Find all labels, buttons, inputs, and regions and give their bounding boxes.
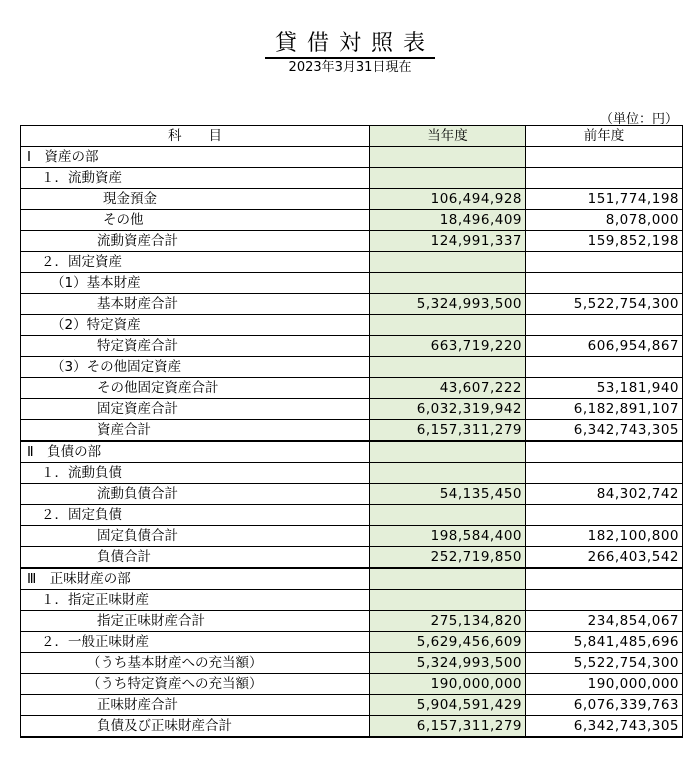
row-label: 負債及び正味財産合計 [21,716,370,738]
current-year-value: 18,496,409 [370,210,526,231]
previous-year-value: 5,841,485,696 [526,632,683,653]
table-row [21,611,683,632]
current-year-value [370,441,526,463]
previous-year-value: 8,078,000 [526,210,683,231]
row-label: （うち基本財産への充当額） [21,653,370,674]
table-row [21,294,683,315]
table-row [21,484,683,505]
table-row [21,632,683,653]
previous-year-value: 606,954,867 [526,336,683,357]
table-row [21,357,683,378]
current-year-value [370,252,526,273]
table-row [21,210,683,231]
document-date: 2023年3月31日現在 [288,60,412,75]
previous-year-value [526,273,683,294]
current-year-value: 6,032,319,942 [370,399,526,420]
table-body [21,147,683,738]
current-year-value [370,505,526,526]
current-year-value: 190,000,000 [370,674,526,695]
previous-year-value: 159,852,198 [526,231,683,252]
previous-year-value: 234,854,067 [526,611,683,632]
row-label: 資産合計 [21,420,370,442]
previous-year-value: 182,100,800 [526,526,683,547]
current-year-value [370,463,526,484]
row-label: その他 [21,210,370,231]
row-label: その他固定資産合計 [21,378,370,399]
table-row [21,568,683,590]
table-row [21,147,683,168]
current-year-value: 252,719,850 [370,547,526,569]
previous-year-value [526,505,683,526]
previous-year-value [526,590,683,611]
table-row [21,273,683,294]
current-year-value [370,147,526,168]
table-row [21,674,683,695]
previous-year-value [526,441,683,463]
row-label: 指定正味財産合計 [21,611,370,632]
previous-year-value: 266,403,542 [526,547,683,569]
table-row [21,420,683,442]
row-label: １．流動資産 [21,168,370,189]
table-row [21,695,683,716]
row-label: Ⅰ 資産の部 [21,147,370,168]
previous-year-value: 84,302,742 [526,484,683,505]
table-row [21,526,683,547]
previous-year-value [526,315,683,336]
row-label: １．指定正味財産 [21,590,370,611]
table-header-row [21,126,683,147]
row-label: 基本財産合計 [21,294,370,315]
table-row [21,189,683,210]
current-year-value [370,315,526,336]
row-label: 現金預金 [21,189,370,210]
current-year-value [370,590,526,611]
previous-year-value [526,568,683,590]
table-row [21,590,683,611]
previous-year-value: 5,522,754,300 [526,294,683,315]
row-label: Ⅱ 負債の部 [21,441,370,463]
table-row [21,252,683,273]
previous-year-value: 53,181,940 [526,378,683,399]
current-year-value: 54,135,450 [370,484,526,505]
current-year-value: 5,629,456,609 [370,632,526,653]
row-label: Ⅲ 正味財産の部 [21,568,370,590]
document-title: 貸借対照表 [0,26,700,57]
row-label: 固定負債合計 [21,526,370,547]
row-label: 固定資産合計 [21,399,370,420]
previous-year-value: 6,342,743,305 [526,420,683,442]
previous-year-value [526,252,683,273]
row-label: （2）特定資産 [21,315,370,336]
table-row [21,378,683,399]
previous-year-value: 190,000,000 [526,674,683,695]
current-year-value [370,168,526,189]
row-label: ２．一般正味財産 [21,632,370,653]
current-year-value: 43,607,222 [370,378,526,399]
current-year-value [370,273,526,294]
header-item: 科 目 [21,126,370,147]
table-row [21,653,683,674]
row-label: （3）その他固定資産 [21,357,370,378]
current-year-value: 6,157,311,279 [370,420,526,442]
current-year-value: 106,494,928 [370,189,526,210]
table-row [21,231,683,252]
table-row [21,315,683,336]
current-year-value: 198,584,400 [370,526,526,547]
row-label: 正味財産合計 [21,695,370,716]
current-year-value: 124,991,337 [370,231,526,252]
table-row [21,399,683,420]
row-label: 流動負債合計 [21,484,370,505]
row-label: １．流動負債 [21,463,370,484]
unit-label: （単位：円） [599,112,678,127]
current-year-value: 275,134,820 [370,611,526,632]
row-label: 負債合計 [21,547,370,569]
previous-year-value [526,147,683,168]
table-row [21,505,683,526]
current-year-value: 6,157,311,279 [370,716,526,738]
previous-year-value [526,168,683,189]
balance-sheet-table [20,125,683,738]
row-label: （1）基本財産 [21,273,370,294]
previous-year-value [526,357,683,378]
table-row [21,336,683,357]
current-year-value: 5,324,993,500 [370,653,526,674]
row-label: 特定資産合計 [21,336,370,357]
row-label: ２．固定負債 [21,505,370,526]
current-year-value: 5,324,993,500 [370,294,526,315]
table-row [21,441,683,463]
current-year-value: 5,904,591,429 [370,695,526,716]
row-label: （うち特定資産への充当額） [21,674,370,695]
current-year-value: 663,719,220 [370,336,526,357]
row-label: ２．固定資産 [21,252,370,273]
previous-year-value: 151,774,198 [526,189,683,210]
previous-year-value: 6,342,743,305 [526,716,683,738]
current-year-value [370,568,526,590]
table-row [21,547,683,569]
table-row [21,168,683,189]
previous-year-value: 5,522,754,300 [526,653,683,674]
table-row [21,463,683,484]
header-current-year: 当年度 [370,126,526,147]
header-previous-year: 前年度 [526,126,683,147]
previous-year-value: 6,076,339,763 [526,695,683,716]
previous-year-value [526,463,683,484]
table-row [21,716,683,738]
previous-year-value: 6,182,891,107 [526,399,683,420]
current-year-value [370,357,526,378]
row-label: 流動資産合計 [21,231,370,252]
